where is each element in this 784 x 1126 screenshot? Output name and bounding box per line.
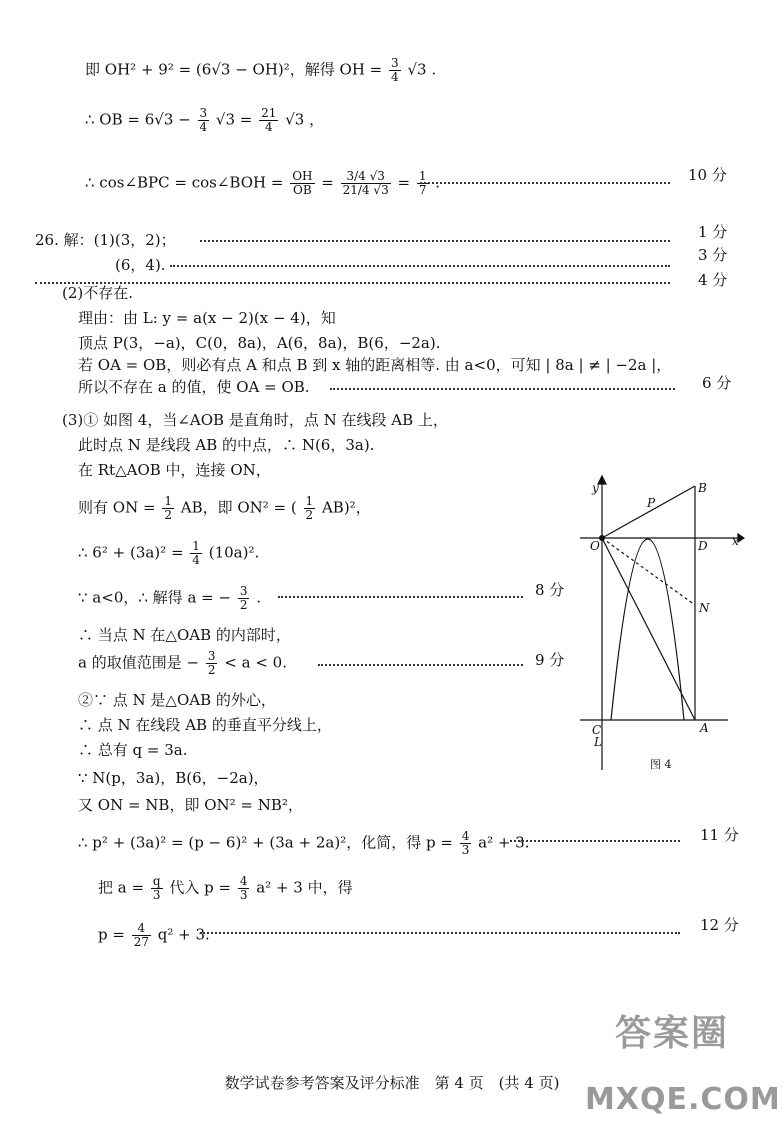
leader-dots — [278, 596, 523, 598]
text: ∴ 6² + (3a)² = — [78, 543, 184, 562]
text: < a < 0. — [224, 653, 287, 672]
numerator: 4 — [132, 922, 151, 936]
label-D: D — [698, 539, 708, 553]
numerator: 3 — [391, 56, 399, 70]
solution-line: (6，4). — [115, 256, 166, 274]
solution-line: 顶点 P(3，−a)，C(0，8a)，A(6，8a)，B(6，−2a). — [78, 334, 441, 352]
denominator: 4 — [264, 120, 273, 134]
figure-4-diagram — [580, 470, 745, 780]
text: (10a)². — [208, 543, 260, 562]
solution-line — [98, 875, 353, 902]
solution-line — [85, 107, 324, 134]
score-10: 10 分 — [688, 166, 727, 184]
fraction — [190, 540, 202, 567]
fraction — [341, 170, 391, 197]
solution-line — [78, 495, 371, 522]
numerator: 1 — [164, 494, 172, 508]
label-y: y — [592, 481, 599, 495]
solution-line — [85, 57, 436, 84]
fraction — [259, 107, 278, 134]
label-B: B — [698, 481, 707, 495]
numerator: 3 — [207, 649, 216, 663]
score-12: 12 分 — [700, 916, 739, 934]
denominator: 3 — [152, 888, 161, 902]
label-C: C — [592, 723, 602, 737]
score-9: 9 分 — [535, 651, 565, 669]
fraction — [290, 170, 314, 197]
solution-line: 理由：由 L: y = a(x − 2)(x − 4)，知 — [78, 309, 336, 327]
numerator: 3 — [199, 106, 208, 120]
solution-line: (3)① 如图 4，当∠AOB 是直角时，点 N 在线段 AB 上， — [62, 411, 448, 429]
score-3: 3 分 — [698, 246, 728, 264]
parabola-L — [611, 539, 684, 720]
text: 把 a = — [98, 878, 145, 897]
numerator: 3/4 √3 — [341, 170, 391, 184]
solution-line: ∴ 点 N 在线段 AB 的垂直平分线上， — [78, 716, 332, 734]
figure-caption: 图 4 — [650, 758, 672, 771]
denominator: 27 — [133, 935, 150, 949]
solution-line — [78, 540, 259, 567]
leader-dots — [200, 240, 670, 242]
numerator: OH — [292, 169, 313, 183]
leader-dots — [200, 932, 680, 934]
text: √3 . — [407, 60, 437, 79]
numerator: 21 — [261, 106, 277, 120]
label-L: L — [594, 735, 602, 749]
fraction — [389, 57, 401, 84]
numerator: 3 — [239, 584, 248, 598]
text: √3 = — [215, 110, 253, 129]
solution-line: 又 ON = NB，即 ON² = NB²， — [78, 796, 303, 814]
solution-line: 在 Rt△AOB 中，连接 ON， — [78, 461, 271, 479]
solution-line — [78, 650, 287, 677]
denominator: 3 — [239, 888, 248, 902]
y-axis-arrow — [598, 476, 606, 484]
fraction — [238, 875, 250, 902]
score-8: 8 分 — [535, 581, 565, 599]
solution-line: ∴ 当点 N 在△OAB 的内部时， — [78, 626, 291, 644]
score-11: 11 分 — [700, 826, 739, 844]
score-6: 6 分 — [702, 374, 732, 392]
numerator: q — [152, 874, 161, 888]
text: ∵ a<0，∴ 解得 a = − — [78, 588, 232, 607]
denominator: 21/4 √3 — [342, 183, 389, 197]
line-OB — [602, 486, 695, 538]
text: ∴ p² + (3a)² = (p − 6)² + (3a + 2a)²，化简，得 p = — [78, 833, 453, 852]
solution-line: ∵ N(p，3a)，B(6，−2a)， — [78, 769, 269, 787]
numerator: 1 — [305, 494, 314, 508]
score-1: 1 分 — [698, 223, 728, 241]
text: AB)²， — [321, 498, 371, 517]
fraction — [162, 495, 174, 522]
solution-line — [98, 922, 210, 949]
text: q² + 3. — [157, 925, 210, 944]
solution-line: ∴ 总有 q = 3a. — [78, 741, 188, 759]
text: ∴ cos∠BPC = cos∠BOH = — [85, 173, 284, 192]
text: 即 OH² + 9² = (6√3 − OH)²，解得 OH = — [85, 60, 383, 79]
numerator: 1 — [192, 539, 200, 553]
leader-dots — [330, 388, 675, 390]
text: p = — [98, 925, 125, 944]
denominator: OB — [293, 183, 312, 197]
fraction — [238, 585, 250, 612]
label-A: A — [700, 721, 709, 735]
numerator: 4 — [239, 874, 248, 888]
solution-line: 若 OA = OB，则必有点 A 和点 B 到 x 轴的距离相等. 由 a<0，可知 | 8a | ≠ | −2a |， — [78, 356, 672, 374]
label-x: x — [732, 534, 739, 548]
fraction — [198, 107, 210, 134]
denominator: 3 — [461, 843, 470, 857]
denominator: 4 — [192, 553, 200, 567]
text: 则有 ON = — [78, 498, 156, 517]
solution-line: 所以不存在 a 的值，使 OA = OB. — [78, 378, 310, 396]
denominator: 2 — [239, 598, 248, 612]
solution-line — [85, 170, 440, 197]
page-footer: 数学试卷参考答案及评分标准 第 4 页 (共 4 页) — [224, 1074, 560, 1092]
solution-line: ②∵ 点 N 是△OAB 的外心， — [78, 691, 276, 709]
x-axis-arrow — [738, 534, 744, 542]
leader-dots — [318, 664, 523, 666]
denominator: 2 — [164, 508, 172, 522]
text: . — [256, 588, 262, 607]
text: = — [321, 173, 334, 192]
text: . — [435, 173, 441, 192]
fraction — [132, 922, 151, 949]
text: 代入 p = — [169, 878, 232, 897]
denominator: 7 — [418, 183, 427, 197]
numerator: 1 — [418, 169, 427, 183]
line-ON — [602, 538, 695, 605]
denominator: 2 — [207, 663, 216, 677]
leader-dots — [170, 265, 670, 267]
fraction — [206, 650, 218, 677]
denominator: 4 — [199, 120, 208, 134]
watermark-url: MXQE.COM — [585, 1082, 781, 1117]
label-O: O — [590, 539, 600, 553]
score-4: 4 分 — [698, 271, 728, 289]
label-N: N — [699, 601, 710, 615]
fraction — [460, 830, 472, 857]
text: a 的取值范围是 − — [78, 653, 200, 672]
fraction — [151, 875, 163, 902]
point-O — [599, 535, 605, 541]
denominator: 2 — [305, 508, 314, 522]
text: √3 ， — [285, 110, 325, 129]
solution-line: (2)不存在. — [62, 284, 134, 302]
solution-line — [78, 585, 261, 612]
fraction — [304, 495, 316, 522]
solution-line: 此时点 N 是线段 AB 的中点，∴ N(6，3a). — [78, 436, 375, 454]
question-26: 26. 解：(1)(3，2)； — [35, 231, 176, 249]
leader-dots — [510, 840, 680, 842]
text: AB，即 ON² = ( — [180, 498, 297, 517]
solution-line — [78, 830, 530, 857]
text: a² + 3. — [478, 833, 530, 852]
leader-dots — [420, 182, 670, 184]
numerator: 4 — [461, 829, 470, 843]
text: ∴ OB = 6√3 − — [85, 110, 191, 129]
watermark-logo: 答案圈 — [615, 1013, 730, 1054]
text: a² + 3 中，得 — [256, 878, 353, 897]
label-P: P — [647, 496, 656, 510]
text: = — [397, 173, 411, 192]
denominator: 4 — [391, 70, 399, 84]
